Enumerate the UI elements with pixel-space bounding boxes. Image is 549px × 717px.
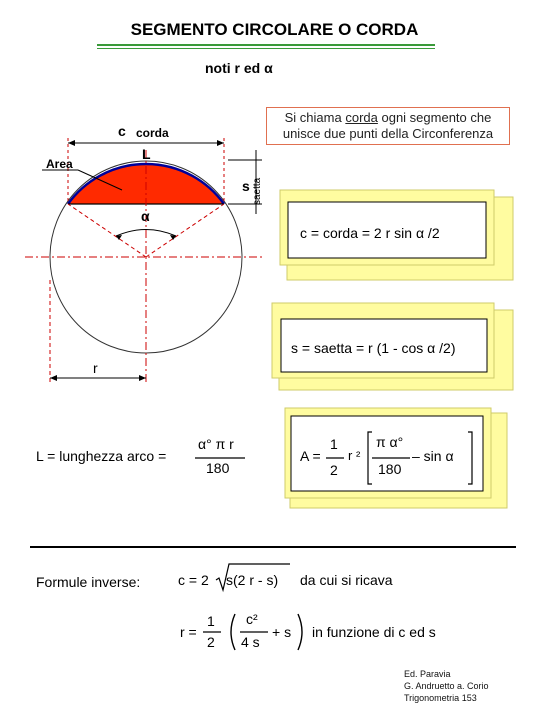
s-label: s — [242, 178, 250, 194]
credits-subject: Trigonometria — [404, 693, 460, 703]
formula-A-r2: r ² — [348, 448, 361, 463]
formula-L-lhs: L = lunghezza arco = — [36, 448, 167, 464]
r-label: r — [93, 360, 98, 376]
note-underlined-word: corda — [345, 110, 378, 125]
inverse-r-lhs: r = — [180, 624, 197, 640]
formula-A-tail: – sin α — [412, 448, 454, 464]
credits-authors: G. Andruetto a. Corio — [404, 681, 489, 691]
r-paren-right — [298, 614, 302, 650]
radius-arrow-right — [139, 375, 146, 381]
c-label: c — [118, 123, 126, 139]
chord-dim-arrow-right — [217, 140, 224, 146]
L-label: L — [142, 146, 151, 162]
inverse-c-radicand: s(2 r - s) — [226, 572, 279, 588]
inverse-c-lhs: c = 2 — [178, 572, 209, 588]
chord-dim-arrow-left — [68, 140, 75, 146]
formula-A-lhs: A = — [300, 448, 321, 464]
formula-L-den: 180 — [206, 460, 230, 476]
divider — [30, 546, 516, 548]
formula-c: c = corda = 2 r sin α /2 — [300, 225, 440, 241]
formula-A-frac-num: π α° — [376, 434, 404, 450]
inverse-r-plus: + s — [272, 624, 292, 640]
corda-label: corda — [136, 126, 169, 140]
page-number: 153 — [461, 693, 477, 703]
credits-publisher: Ed. Paravia — [404, 669, 451, 679]
inverse-c-tail: da cui si ricava — [300, 572, 393, 588]
inverse-r-frac-num: c² — [246, 611, 258, 627]
credits — [404, 668, 489, 704]
saetta-label: saetta — [252, 177, 263, 205]
radius-arrow-left — [50, 375, 57, 381]
inverse-r-frac-den: 4 s — [241, 634, 260, 650]
formula-A-half-den: 2 — [330, 462, 338, 478]
inverse-r-half-den: 2 — [207, 634, 215, 650]
r-paren-left — [231, 614, 235, 650]
formula-s: s = saetta = r (1 - cos α /2) — [291, 340, 456, 356]
formula-L-num: α° π r — [198, 436, 234, 452]
note-prefix: Si chiama — [284, 110, 346, 125]
formula-A-frac-den: 180 — [378, 461, 402, 477]
page-title: SEGMENTO CIRCOLARE O CORDA — [130, 20, 419, 39]
subtitle: noti r ed α — [205, 60, 273, 76]
inverse-r-tail: in funzione di c ed s — [312, 624, 436, 640]
note-line1-rest: ogni segmento che — [377, 110, 492, 125]
area-label: Area — [46, 157, 73, 171]
inverse-label: Formule inverse: — [36, 574, 141, 590]
alpha-label: α — [141, 208, 150, 224]
formula-A-half-num: 1 — [330, 436, 338, 452]
inverse-r-half-num: 1 — [207, 613, 215, 629]
credits-subject-line — [404, 692, 489, 704]
note-line2: unisce due punti della Circonferenza — [282, 126, 494, 141]
